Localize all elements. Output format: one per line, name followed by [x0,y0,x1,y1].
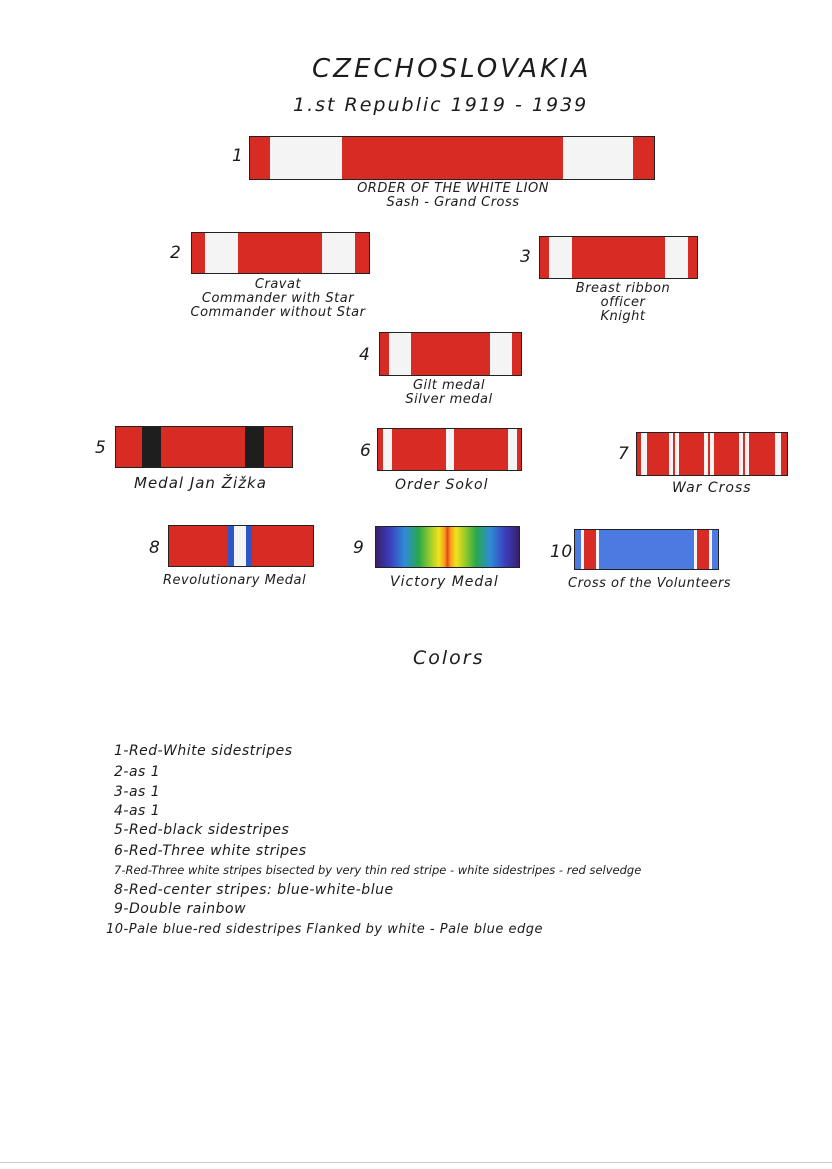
legend-line-10: 10-Pale blue-red sidestripes Flanked by white - Pale blue edge [106,922,544,937]
red-sidestripe-left [584,530,596,569]
caption-ribbon-5: Medal Jan Žižka [134,474,267,492]
legend-line-7: 7-Red-Three white stripes bisected by very thin red stripe - white sidestripes - red selvedge [114,863,642,877]
ribbon-white-lion-sash [249,136,655,180]
caption-line: Cravat [254,277,302,292]
caption-ribbon-4 [374,379,524,407]
ribbon-number-5: 5 [95,438,107,458]
caption-line: Silver medal [405,392,493,407]
ribbon-number-10: 10 [550,542,573,562]
caption-ribbon-3 [548,282,698,324]
white-sidestripe-right [563,137,633,179]
white-stripe-2 [446,429,454,470]
legend-line-8: 8-Red-center stripes: blue-white-blue [114,882,394,898]
ribbon-order-sokol [377,428,522,471]
white-stripe-1 [383,429,392,470]
black-sidestripe-left [142,427,161,467]
ribbon-number-1: 1 [232,146,244,166]
white-sidestripe-left [641,433,647,475]
white-stripe-3 [508,429,517,470]
white-sidestripe-right [775,433,781,475]
ribbon-jan-zizka [115,426,293,468]
legend-line-4: 4-as 1 [114,803,161,819]
white-sidestripe-left [205,233,238,273]
caption-ribbon-7: War Cross [672,480,752,496]
caption-ribbon-10: Cross of the Volunteers [568,576,732,591]
white-sidestripe-right [322,233,355,273]
page-title: CZECHOSLOVAKIA [312,54,592,84]
ribbon-gilt-medal [379,332,522,376]
ribbon-victory-medal-rainbow [375,526,520,568]
white-sidestripe-left [549,237,572,278]
caption-line: Knight [600,309,646,324]
ribbon-number-8: 8 [149,538,161,558]
legend-line-1: 1-Red-White sidestripes [114,743,293,759]
legend-line-9: 9-Double rainbow [114,901,247,917]
colors-heading: Colors [413,647,485,669]
ribbon-cravat [191,232,370,274]
caption-line: Commander with Star [201,291,355,306]
white-sidestripe-right [665,237,688,278]
ribbon-number-9: 9 [353,538,365,558]
ribbon-number-3: 3 [520,247,532,267]
legend-line-6: 6-Red-Three white stripes [114,843,307,859]
caption-line: officer [600,295,646,310]
page-bottom-edge [0,1162,832,1163]
red-sidestripe-right [697,530,709,569]
caption-ribbon-1 [300,182,606,210]
caption-line: ORDER OF THE WHITE LION [357,181,549,196]
ribbon-cross-of-volunteers [574,529,719,570]
caption-ribbon-2 [170,278,386,320]
ribbon-number-4: 4 [359,345,371,365]
legend-line-2: 2-as 1 [114,764,161,780]
ribbon-number-6: 6 [360,441,372,461]
caption-ribbon-9: Victory Medal [390,574,499,590]
white-sidestripe-right [490,333,512,375]
thin-red-bisect-2 [708,433,710,475]
white-center-stripe [234,526,246,566]
caption-line: Commander without Star [190,305,366,320]
caption-line: Breast ribbon [575,281,671,296]
ribbon-number-2: 2 [170,243,182,263]
caption-ribbon-8: Revolutionary Medal [163,573,307,588]
caption-line: Gilt medal [412,378,486,393]
page-subtitle: 1.st Republic 1919 - 1939 [293,94,589,116]
black-sidestripe-right [245,427,264,467]
ribbon-war-cross [636,432,788,476]
white-sidestripe-left [270,137,342,179]
white-flank-right-outer [709,530,712,569]
thin-red-bisect-1 [673,433,675,475]
ribbon-number-7: 7 [618,444,630,464]
legend-line-5: 5-Red-black sidestripes [114,822,290,838]
thin-red-bisect-3 [743,433,745,475]
caption-ribbon-6: Order Sokol [395,477,489,493]
caption-line: Sash - Grand Cross [386,195,520,210]
ribbon-revolutionary-medal [168,525,314,567]
blue-stripe-right [246,526,252,566]
white-flank-left-inner [596,530,599,569]
ribbon-breast [539,236,698,279]
legend-line-3: 3-as 1 [114,784,161,800]
white-sidestripe-left [389,333,411,375]
